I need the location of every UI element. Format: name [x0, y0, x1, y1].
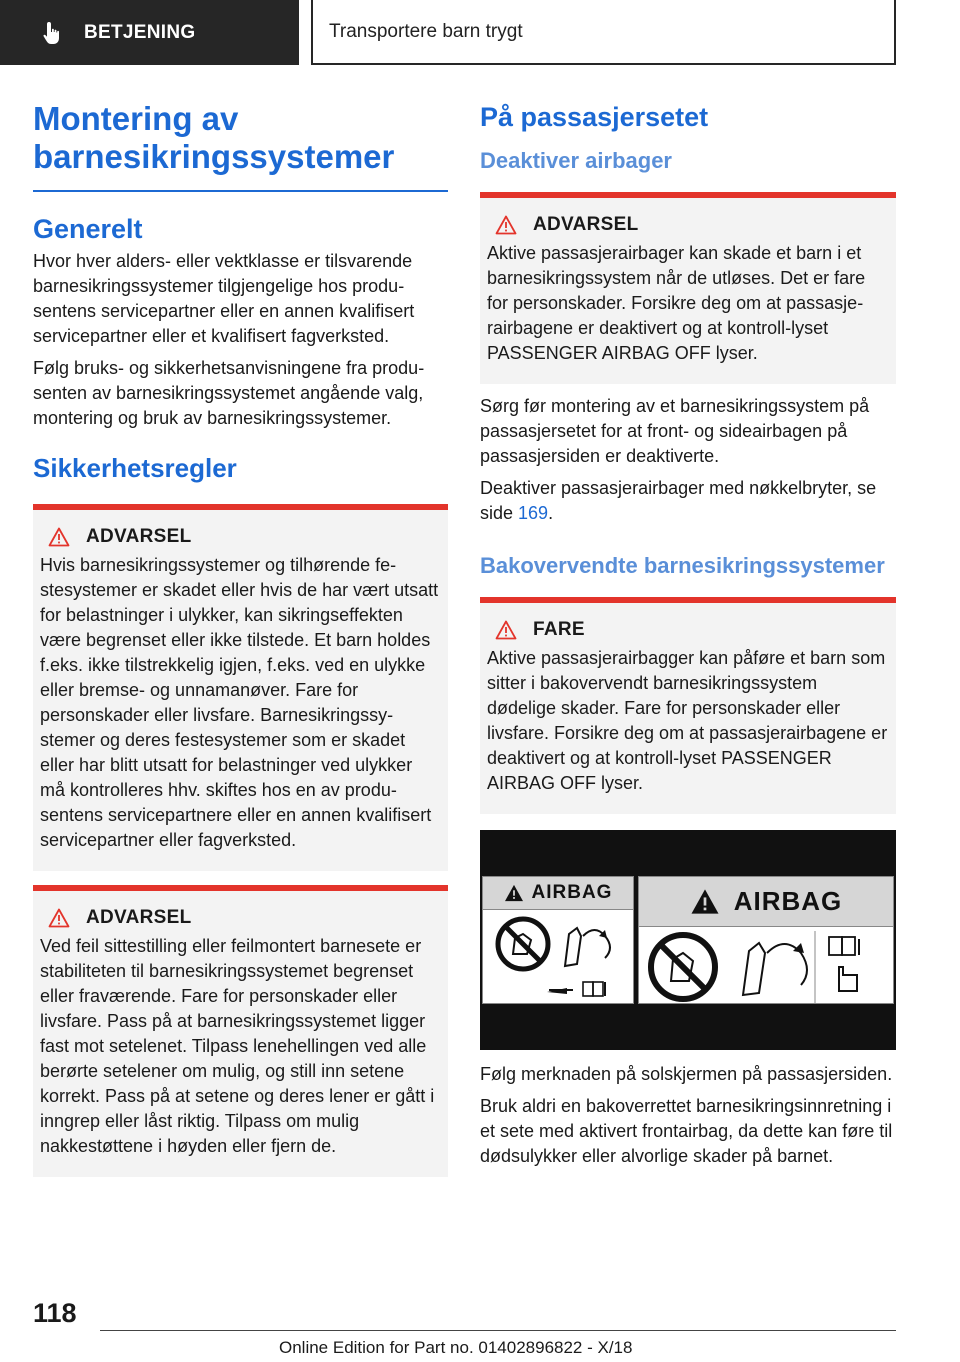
hand-pointer-icon	[40, 20, 66, 46]
danger-box	[480, 597, 896, 814]
warning-triangle-icon	[504, 884, 524, 902]
warning-label: ADVARSEL	[86, 526, 192, 547]
warning-text: Aktive passasjerairbager kan skade et barn i et barnesikringssystem når de utløses. Det er fare for personskader. Forsikre deg om at passasjerairbagene er deaktivert og at kontroll-lyset PASSENGER AIRBAG OFF lyser.	[487, 243, 866, 363]
edition-note: Online Edition for Part no. 01402896822 - X/18	[279, 1338, 633, 1357]
heading-deaktiver-airbager: Deaktiver airbager	[480, 148, 672, 173]
paragraph-4: Bruk aldri en bakoverrettet barnesikringsinnretning i et sete med aktivert frontairbag, da dette kan føre til dødsulykker eller alvorlige skader på barnet.	[480, 1096, 893, 1166]
warning-box-2	[33, 885, 448, 1177]
warning-text: Ved feil sittestilling eller feilmontert barnesete er stabiliteten til barnesikringssystemet begrenset eller fraværende. Fare for personskader eller livsfare. Pass på at barnesikringssystemet ligger fast mot setelenet. Tilpass lenehellingen ved alle berørte setelener om mulig, og still inn setene korrekt. Pass på at setene og deres lener er gått i inngrep eller låst riktig. Tilpass om mulig nakkestøttene i høyden eller fjern de.	[40, 936, 435, 1156]
warning-triangle-icon	[48, 527, 70, 547]
warning-label: ADVARSEL	[533, 214, 639, 235]
danger-label: FARE	[533, 619, 585, 640]
page-title: Montering av barnesikringssystemer	[33, 100, 395, 175]
right-column	[480, 102, 896, 1169]
warning-triangle-icon	[690, 888, 720, 915]
generelt-paragraph-2: Følg bruks- og sikkerhetsanvisningene fra produsenten av barnesikringssystemet angående valg, montering og bruk av barnesikringssystemer.	[33, 358, 425, 428]
airbag-label-small: AIRBAG	[482, 876, 634, 1004]
warning-label: ADVARSEL	[86, 907, 192, 928]
paragraph-3: Følg merknaden på solskjermen på passasjersiden.	[480, 1064, 893, 1084]
generelt-paragraph-1: Hvor hver alders- eller vektklasse er tilsvarende barnesikringssystemer tilgjengelige hos produsentens servicepartner eller en annen kvalifisert servicepartner eller et kvalifisert fagverksted.	[33, 251, 415, 346]
heading-bakovervendte: Bakovervendte barnesikringssystemer	[480, 553, 885, 578]
warning-box-1	[33, 504, 448, 871]
breadcrumb-text: Transportere barn trygt	[329, 20, 523, 42]
airbag-warning-label-image	[480, 830, 896, 1050]
section-label: BETJENING	[84, 21, 196, 43]
warning-box-3	[480, 192, 896, 384]
airbag-label-large: AIRBAG	[638, 876, 894, 1004]
airbag-pictograms	[643, 931, 891, 1003]
paragraph-1: Sørg før montering av et barnesikringssystem på passasjersetet for at front- og sideairbagen på passasjersiden er deaktiverte.	[480, 396, 870, 466]
paragraph-2: Deaktiver passasjerairbager med nøkkelbryter, se side 169.	[480, 478, 877, 523]
heading-generelt: Generelt	[33, 214, 143, 244]
warning-triangle-icon	[495, 215, 517, 235]
section-tab	[0, 0, 299, 65]
warning-triangle-icon	[48, 908, 70, 928]
airbag-pictograms	[487, 914, 631, 1002]
heading-sikkerhetsregler: Sikkerhetsregler	[33, 453, 237, 483]
left-column	[33, 100, 448, 1177]
danger-text: Aktive passasjerairbagger kan påføre et barn som sitter i bakovervendt barnesikringssystem dødelige skader. Fare for personskader eller livsfare. Forsikre deg om at passasjerairbagene er deaktivert og at kontroll-lyset PASSENGER AIRBAG OFF lyser.	[487, 648, 888, 793]
title-divider	[33, 190, 448, 192]
warning-text: Hvis barnesikringssystemer og tilhørende festesystemer er skadet eller hvis de har vært utsatt for belastninger i ulykker, kan sikringseffekten være begrenset eller ikke tilstede. Et barn holdes f.eks. ikke tilstrekkelig igjen, f.eks. ved en ulykke eller bremse- og unnamanøver. Fare for personskader eller livsfare. Barnesikringssystemer og deres festesystemer som er skadet eller har blitt utsatt for belastninger ved ulykker må kontrolleres hhv. skiftes hos en av produsentens servicepartnere eller en annen kvalifisert servicepartner eller fagverksted.	[40, 555, 439, 850]
page-link-169[interactable]: 169	[518, 503, 549, 523]
footer-divider	[100, 1330, 896, 1331]
warning-triangle-icon	[495, 620, 517, 640]
page-number: 118	[33, 1298, 77, 1328]
heading-passasjersetet: På passasjersetet	[480, 102, 709, 132]
breadcrumb	[311, 0, 896, 65]
